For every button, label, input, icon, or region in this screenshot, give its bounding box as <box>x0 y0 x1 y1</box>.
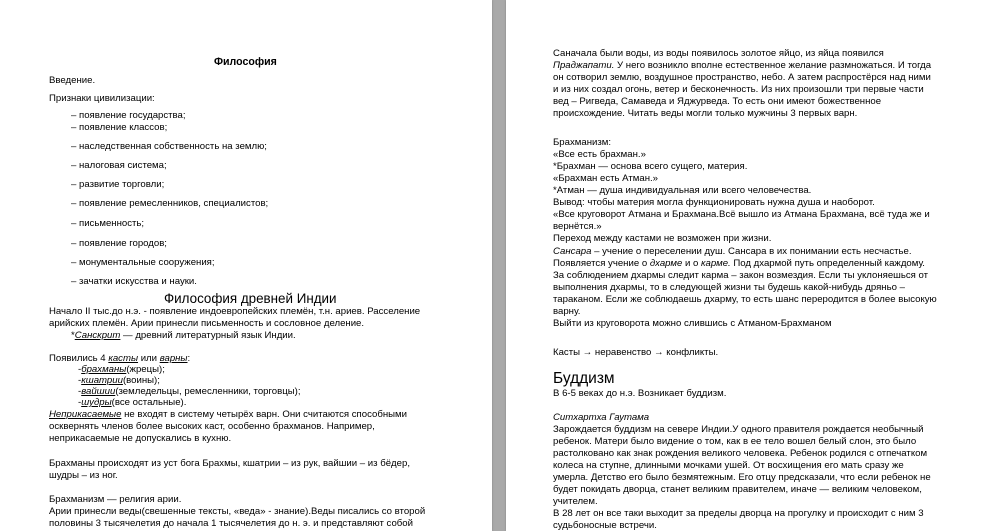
paragraph-line: вернётся.» <box>553 221 602 232</box>
document-page-right <box>506 0 1000 531</box>
paragraph-line: варну. <box>553 306 581 317</box>
intro-line: Введение. <box>49 75 96 86</box>
caste-dash: - <box>78 386 82 397</box>
castes-conflict-line: Касты → неравенство → конфликты. <box>553 347 719 358</box>
page-title: Философия <box>214 56 277 68</box>
caste-name: шудры <box>81 397 112 408</box>
india-heading: Философия древней Индии <box>164 291 337 306</box>
dharma-definition: Под дхармой путь определенный каждому. <box>730 258 925 269</box>
paragraph-line: выполнения дхармы, то в следующей жизни ты будешь какой-нибудь дряньо – <box>553 282 905 293</box>
caste-description: (воины); <box>122 375 160 386</box>
caste-description: (земледельцы, ремесленники, торговцы); <box>115 386 301 397</box>
dharma-and: и о <box>682 258 702 269</box>
list-item: – монументальные сооружения; <box>71 257 215 268</box>
paragraph-line: и из них создал огонь, ветер и бесконечность. Из них произошли три первые части <box>553 84 924 95</box>
paragraph-line: вед – Ригведа, Самаведа и Яджурведа. То есть они имеют божественное <box>553 96 882 107</box>
paragraph-line: Брахманизм: <box>553 137 612 148</box>
dharma-text: Появляется учение о <box>553 258 650 269</box>
paragraph-line: Брахманизм — религия арии. <box>49 494 182 505</box>
caste-dash: - <box>78 375 82 386</box>
paragraph-line: *Атман — душа индивидуальная или всего человечества. <box>553 185 812 196</box>
paragraph-line: шудры – из ног. <box>49 470 118 481</box>
list-item: – развитие торговли; <box>71 179 165 190</box>
caste-item <box>78 397 186 409</box>
paragraph-line: «Все есть брахман.» <box>553 149 646 160</box>
paragraph-line: Арии принесли веды(свешенные тексты, «веда» - знание).Веды писались со второй <box>49 506 426 517</box>
sanskrit-term: Санскрит <box>74 330 121 341</box>
paragraph-line: растолковано как знак рождения великого человека. Ребенок родился с отпечатком <box>553 448 928 459</box>
paragraph-line: «Брахман есть Атман.» <box>553 173 658 184</box>
sansara-text: – учение о переселении душ. Сансара в их понимании есть несчастье. <box>591 246 912 257</box>
list-item: – появление классов; <box>71 122 168 133</box>
list-item: – налоговая система; <box>71 160 167 171</box>
list-item: – появление государства; <box>71 110 186 121</box>
paragraph-line: тараканом. Если же соблюдаешь дхарму, то есть шанс переродится в более высокую <box>553 294 937 305</box>
paragraph-line: ребенок. Матери было видение о том, как в ее тело вошел белый слон, это было <box>553 436 917 447</box>
asterisk: * <box>71 330 75 341</box>
paragraph-line: умерла. Детство его было безмятежным. Его отцу предсказали, что если ребенок не <box>553 472 931 483</box>
caste-name: брахманы <box>81 364 127 375</box>
caste-name: кшатрии <box>81 375 123 386</box>
sanskrit-definition: — древний литературный язык Индии. <box>120 330 296 341</box>
paragraph-line: судьбоносные встречи. <box>553 520 657 531</box>
signs-heading: Признаки цивилизации: <box>49 93 155 104</box>
paragraph-line: За соблюдением дхармы следит карма – закон возмездия. Если ты уклоняешься от <box>553 270 929 281</box>
paragraph-line: половины 3 тысячелетия до начала 1 тысячелетия до н. э. и представляют собой <box>49 518 413 529</box>
paragraph-line: он сотворил землю, воздушное пространство, небо. А затем распростёрся над ними <box>553 72 931 83</box>
paragraph-line: В 28 лет он все таки выходит за пределы дворца на прогулку и происходит с ним 3 <box>553 508 924 519</box>
paragraph-line: арийских племён. Арии принесли письменность и сословное деление. <box>49 318 365 329</box>
dharma-line <box>553 258 925 270</box>
list-item: – появление городов; <box>71 238 167 249</box>
document-page-left <box>0 0 492 531</box>
caste-description: (жрецы); <box>126 364 165 375</box>
paragraph-line: Зарождается буддизм на севере Индии.У одного правителя рождается необычный <box>553 424 924 435</box>
untouchables-text: не входят в систему четырёх варн. Они считаются способными <box>121 409 407 420</box>
list-item: – зачатки искусства и науки. <box>71 276 197 287</box>
dharma-term: дхарме <box>649 258 683 269</box>
castes-intro-text: Появились 4 <box>49 353 109 364</box>
paragraph-line: колеса на ступне, длинными мочками ушей. От восхищения его мать сразу же <box>553 460 904 471</box>
paragraph-line: Выйти из круговорота можно слившись с Атманом-Брахманом <box>553 318 832 329</box>
sanskrit-line <box>71 330 296 342</box>
karma-term: карме. <box>701 258 731 269</box>
paragraph-line: учителем. <box>553 496 598 507</box>
castes-colon: : <box>187 353 191 364</box>
sansara-line <box>553 246 912 258</box>
castes-or: или <box>138 353 160 364</box>
paragraph-line: Вывод: чтобы материя могла функционировать нужна душа и наоборот. <box>553 197 875 208</box>
paragraph-line: осквернять членов более высоких каст, особенно брахманов. Например, <box>49 421 375 432</box>
list-item: – наследственная собственность на землю; <box>71 141 267 152</box>
paragraph-line: Брахманы происходят из уст бога Брахмы, кшатрии – из рук, вайшии – из бёдер, <box>49 458 410 469</box>
prajapati-term: Праджапати. <box>553 60 615 71</box>
prajapati-line <box>553 60 931 72</box>
paragraph-line: Начало II тыс.до н.э. - появление индоевропейских племён, т.н. ариев. Расселение <box>49 306 421 317</box>
paragraph-line: Саначала были воды, из воды появилось золотое яйцо, из яйца появился <box>553 48 884 59</box>
caste-dash: - <box>78 364 82 375</box>
paragraph-line: *Брахман — основа всего сущего, материя. <box>553 161 748 172</box>
caste-dash: - <box>78 397 82 408</box>
buddhism-intro: В 6-5 веках до н.э. Возникает буддизм. <box>553 388 727 399</box>
paragraph-line: будет покидать дворца, станет великим правителем, иначе — великим человеком, <box>553 484 922 495</box>
caste-name: вайшии <box>81 386 116 397</box>
untouchables-line <box>49 409 407 421</box>
paragraph-line: происхождение. Читать веды могли только мужчины 3 первых варн. <box>553 108 858 119</box>
paragraph-line: неприкасаемые не допускались в кухню. <box>49 433 232 444</box>
paragraph-line: Переход между кастами не возможен при жизни. <box>553 233 772 244</box>
prajapati-text: У него возникло вполне естественное желание размножаться. И тогда <box>614 60 932 71</box>
caste-description: (все остальные). <box>111 397 187 408</box>
list-item: – письменность; <box>71 218 145 229</box>
castes-term: касты <box>108 353 139 364</box>
sansara-term: Сансара <box>553 246 592 257</box>
buddhism-heading: Буддизм <box>553 370 615 387</box>
untouchables-term: Неприкасаемые <box>49 409 122 420</box>
paragraph-line: «Все круговорот Атмана и Брахмана.Всё вышло из Атмана Брахмана, всё туда же и <box>553 209 930 220</box>
list-item: – появление ремесленников, специалистов; <box>71 198 269 209</box>
varnas-term: варны <box>159 353 188 364</box>
siddhartha-heading: Ситхартха Гаутама <box>553 412 650 423</box>
